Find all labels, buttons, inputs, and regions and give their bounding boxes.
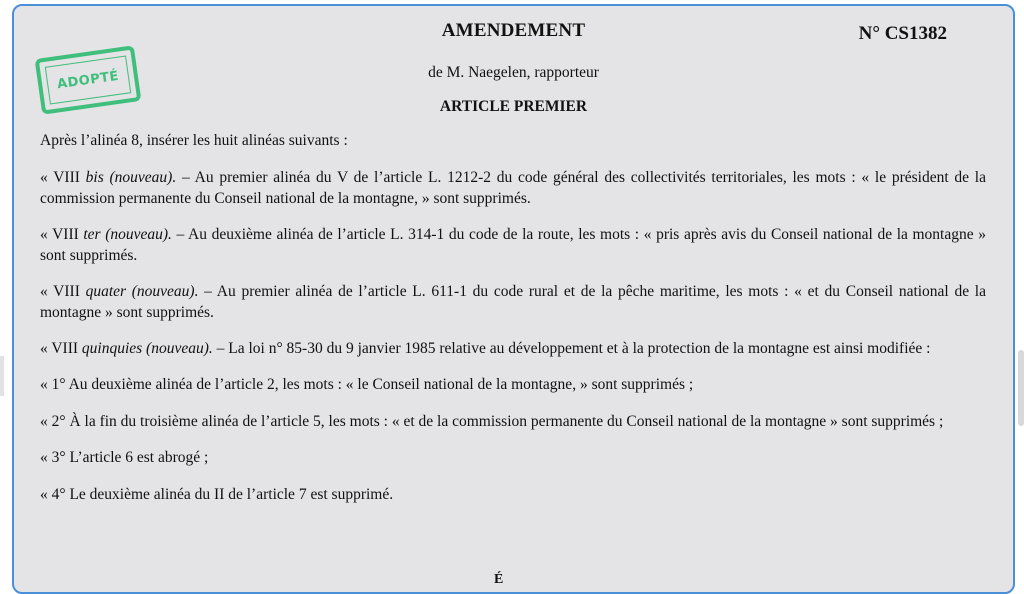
paragraph-lead: « VIII [40, 226, 84, 243]
amendment-number: N° CS1382 [858, 23, 947, 44]
article-heading: ARTICLE PREMIER [439, 98, 588, 115]
paragraph-lead: « VIII [40, 283, 86, 300]
item-1: « 1° Au deuxième alinéa de l’article 2, les mots : « le Conseil national de la montagne, » sont supprimés ; [40, 376, 694, 393]
item-2: « 2° À la fin du troisième alinéa de l’article 5, les mots : « et de la commission permanente du Conseil national de la montagne » sont supprimés ; [40, 413, 944, 430]
paragraph-lead: « VIII [40, 340, 82, 357]
document-title: AMENDEMENT [441, 20, 586, 41]
paragraph-text: – Au premier alinéa du V de l’article L. 1212-2 du code général des collectivités territoriales, les mots : « le président de la commission permanente du Conseil national de la montagne, » sont supprimés. [40, 169, 986, 207]
paragraph-text: – La loi n° 85-30 du 9 janvier 1985 relative au développement et à la protection de la montagne est ainsi modifiée : [212, 340, 931, 357]
paragraph-text: – Au deuxième alinéa de l’article L. 314-1 du code de la route, les mots : « pris après avis du Conseil national de la montagne » sont supprimés. [40, 226, 986, 264]
scroll-edge-handle[interactable] [1018, 350, 1024, 426]
amendment-document [12, 4, 1015, 594]
paragraph-qualifier: quinquies (nouveau). [81, 340, 213, 357]
paragraph-qualifier: ter (nouveau). [83, 226, 172, 243]
intro-paragraph: Après l’alinéa 8, insérer les huit alinéas suivants : [40, 132, 348, 149]
paragraph-lead: « VIII [40, 169, 86, 186]
paragraph-viii-quinquies [40, 338, 986, 359]
paragraph-viii-bis [40, 167, 986, 209]
next-section-mark: É [494, 572, 504, 587]
amendment-author: de M. Naegelen, rapporteur [428, 64, 599, 81]
paragraph-qualifier: quater (nouveau). [85, 283, 199, 300]
item-4: « 4° Le deuxième alinéa du II de l’article 7 est supprimé. [40, 486, 394, 503]
paragraph-viii-ter [40, 224, 986, 266]
left-edge-strip [0, 356, 4, 396]
adopted-stamp-label: ADOPTÉ [45, 55, 131, 104]
item-3: « 3° L’article 6 est abrogé ; [40, 449, 209, 466]
paragraph-qualifier: bis (nouveau). [85, 169, 177, 186]
paragraph-viii-quater [40, 281, 986, 323]
amendment-body [40, 130, 986, 520]
paragraph-text: – Au premier alinéa de l’article L. 611-1 du code rural et de la pêche maritime, les mots : « et du Conseil national de la montagne » sont supprimés. [40, 283, 986, 321]
